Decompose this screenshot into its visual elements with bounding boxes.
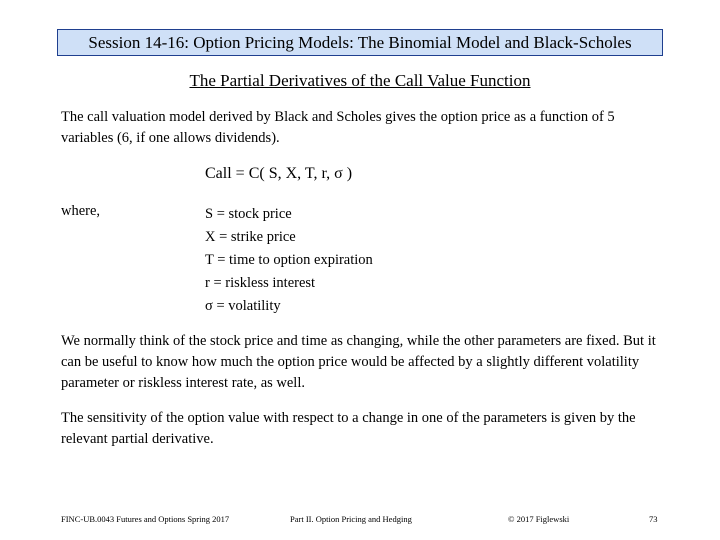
definition-time-to-expiration: T = time to option expiration xyxy=(205,252,373,268)
definition-riskless-interest: r = riskless interest xyxy=(205,275,316,291)
variable-definitions xyxy=(205,203,373,318)
parameters-paragraph: We normally think of the stock price and time as changing, while the other parameters are fixed. But it can be useful to know how much the option price would be affected by a slightly different volatility parameter or riskless interest rate, as well. xyxy=(61,333,656,391)
definition-strike-price: X = strike price xyxy=(205,229,296,245)
footer-course: FINC-UB.0043 Futures and Options Spring 2017 xyxy=(61,514,230,524)
intro-paragraph: The call valuation model derived by Black and Scholes gives the option price as a function of 5 variables (6, if one allows dividends). xyxy=(61,109,615,146)
slide-title: Session 14-16: Option Pricing Models: The Binomial Model and Black-Scholes xyxy=(88,32,632,52)
sensitivity-paragraph: The sensitivity of the option value with respect to a change in one of the parameters is given by the relevant partial derivative. xyxy=(61,410,636,447)
footer-part: Part II. Option Pricing and Hedging xyxy=(290,514,412,524)
slide-header xyxy=(57,29,663,56)
definition-stock-price: S = stock price xyxy=(205,206,292,222)
where-label: where, xyxy=(61,203,101,219)
footer-copyright: © 2017 Figlewski xyxy=(508,514,570,524)
footer-page-number: 73 xyxy=(649,514,658,524)
definition-volatility: σ = volatility xyxy=(205,298,281,314)
call-formula: Call = C( S, X, T, r, σ ) xyxy=(205,165,353,182)
section-subtitle: The Partial Derivatives of the Call Value Function xyxy=(189,71,531,90)
